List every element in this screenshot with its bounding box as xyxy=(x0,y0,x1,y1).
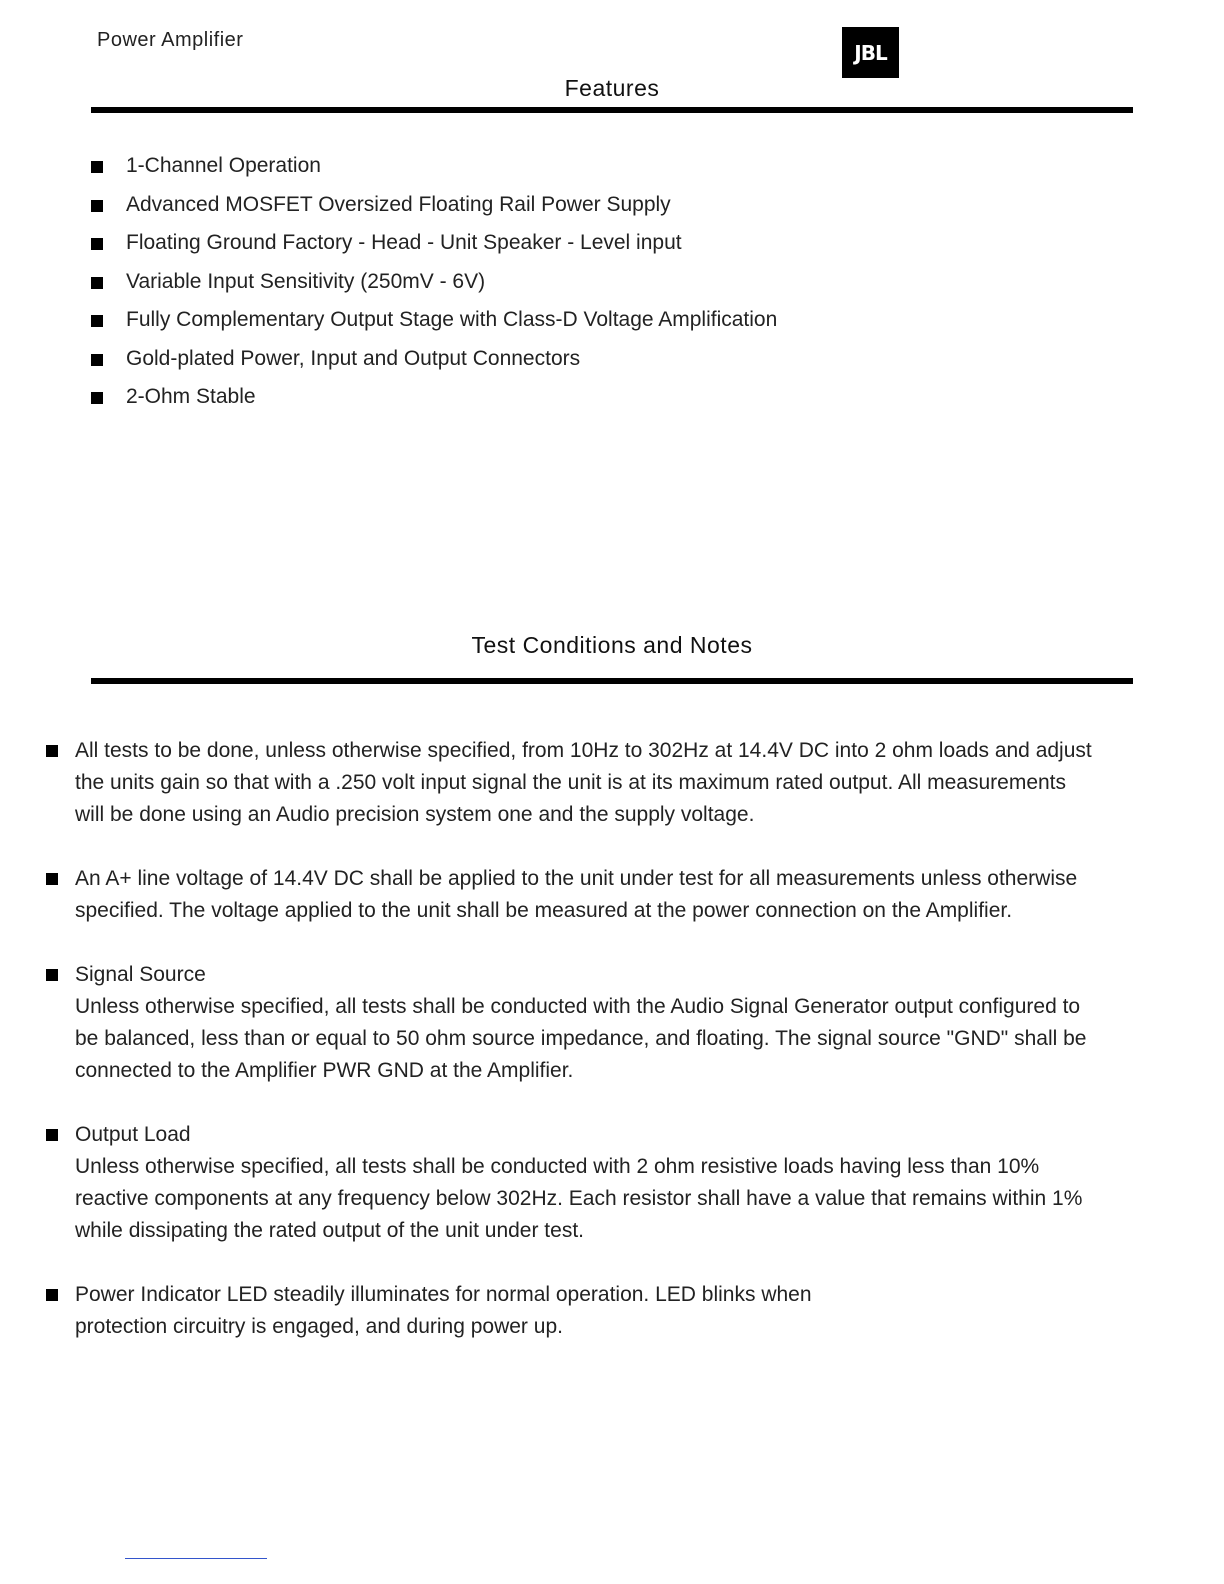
square-bullet-icon xyxy=(91,277,103,289)
square-bullet-icon xyxy=(91,238,103,250)
note-item: Output Load Unless otherwise specified, all tests shall be conducted with 2 ohm resistive loads having less than 10% reactive components at any frequency below 302Hz. Each resistor shall have a value that remains within 1% while dissipating the rated output of the unit under test. xyxy=(46,1119,1146,1247)
jbl-logo: JBL xyxy=(842,27,899,78)
feature-item: Floating Ground Factory - Head - Unit Speaker - Level input xyxy=(91,224,777,263)
square-bullet-icon xyxy=(46,1289,58,1301)
square-bullet-icon xyxy=(46,745,58,757)
note-item: Power Indicator LED steadily illuminates for normal operation. LED blinks when protection circuitry is engaged, and during power up. xyxy=(46,1279,1146,1343)
test-conditions-divider xyxy=(91,678,1133,684)
square-bullet-icon xyxy=(46,1129,58,1141)
square-bullet-icon xyxy=(91,161,103,173)
square-bullet-icon xyxy=(46,969,58,981)
square-bullet-icon xyxy=(91,392,103,404)
feature-item: 2-Ohm Stable xyxy=(91,378,777,417)
features-list xyxy=(91,147,777,417)
features-heading: Features xyxy=(564,75,660,101)
square-bullet-icon xyxy=(46,873,58,885)
note-item: All tests to be done, unless otherwise specified, from 10Hz to 302Hz at 14.4V DC into 2 ohm loads and adjust the units gain so that with a .250 volt input signal the unit is at its maximum rated output. All measurements will be done using an Audio precision system one and the supply voltage. xyxy=(46,735,1146,831)
feature-item: Variable Input Sensitivity (250mV - 6V) xyxy=(91,263,777,302)
square-bullet-icon xyxy=(91,354,103,366)
feature-item: 1-Channel Operation xyxy=(91,147,777,186)
square-bullet-icon xyxy=(91,200,103,212)
note-subheading: Output Load xyxy=(75,1123,191,1146)
note-item: An A+ line voltage of 14.4V DC shall be applied to the unit under test for all measurements unless otherwise specified. The voltage applied to the unit shall be measured at the power connection on the Amplifier. xyxy=(46,863,1146,927)
features-divider xyxy=(91,107,1133,113)
document-header-title: Power Amplifier xyxy=(97,29,244,51)
square-bullet-icon xyxy=(91,315,103,327)
note-item: Signal Source Unless otherwise specified, all tests shall be conducted with the Audio Signal Generator output configured to be balanced, less than or equal to 50 ohm source impedance, and floating. The signal source "GND" shall be connected to the Amplifier PWR GND at the Amplifier. xyxy=(46,959,1146,1087)
footer-link-underline[interactable] xyxy=(125,1558,267,1559)
note-subheading: Signal Source xyxy=(75,963,206,986)
feature-item: Gold-plated Power, Input and Output Connectors xyxy=(91,340,777,379)
test-conditions-heading: Test Conditions and Notes xyxy=(471,632,753,658)
feature-item: Fully Complementary Output Stage with Class-D Voltage Amplification xyxy=(91,301,777,340)
feature-item: Advanced MOSFET Oversized Floating Rail Power Supply xyxy=(91,186,777,225)
notes-list xyxy=(46,735,1146,1375)
